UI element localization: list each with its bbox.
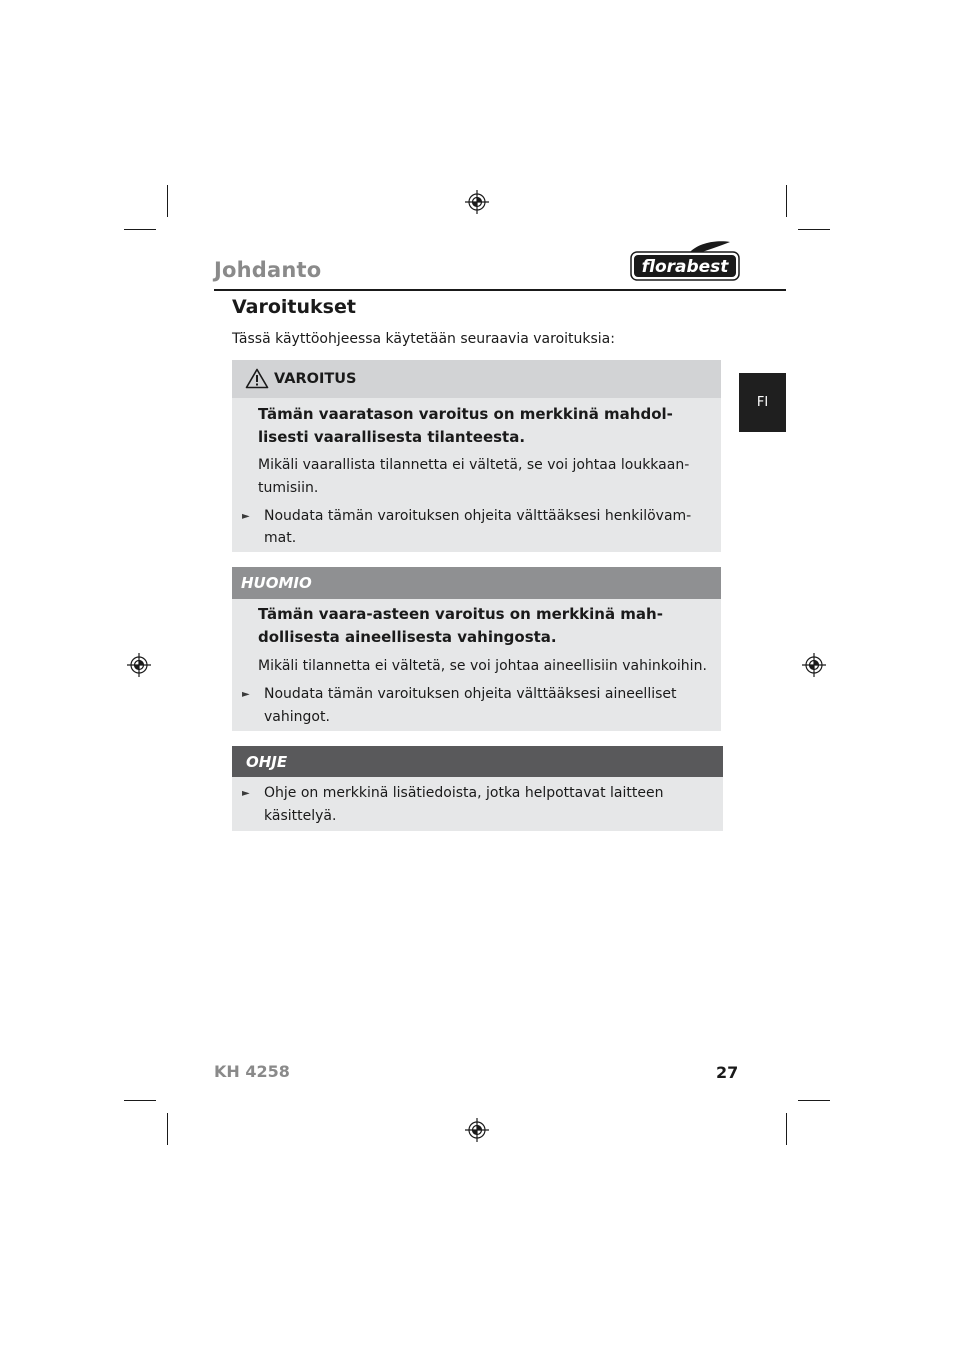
crop-mark bbox=[786, 185, 787, 217]
crop-mark bbox=[124, 1100, 156, 1101]
header-rule bbox=[214, 289, 786, 291]
registration-mark-icon bbox=[127, 653, 151, 677]
warning-label: VAROITUS bbox=[274, 371, 357, 387]
tip-label: OHJE bbox=[246, 752, 288, 771]
registration-mark-icon bbox=[802, 653, 826, 677]
intro-text: Tässä käyttöohjeessa käytetään seuraavia varoituksia: bbox=[232, 331, 615, 347]
footer-page-number: 27 bbox=[716, 1063, 739, 1082]
bullet-arrow-icon: ► bbox=[242, 511, 250, 522]
section-title: Varoitukset bbox=[232, 296, 356, 318]
registration-mark-icon bbox=[465, 1118, 489, 1142]
tip-box bbox=[232, 746, 723, 831]
warning-body-line: Mikäli vaarallista tilannetta ei vältetä, se voi johtaa loukkaan- bbox=[258, 457, 690, 473]
florabest-logo bbox=[630, 240, 740, 282]
notice-lead-line: Tämän vaara-asteen varoitus on merkkinä mah- bbox=[258, 605, 663, 623]
tip-bullet-text: käsittelyä. bbox=[264, 808, 337, 824]
warning-bullet-text: Noudata tämän varoituksen ohjeita välttääksesi henkilövam- bbox=[264, 508, 692, 524]
warning-bullet-text: mat. bbox=[264, 530, 297, 546]
warning-body-line: tumisiin. bbox=[258, 480, 319, 496]
notice-bullet-text: vahingot. bbox=[264, 709, 330, 725]
crop-mark bbox=[798, 229, 830, 230]
notice-bullet-text: Noudata tämän varoituksen ohjeita välttääksesi aineelliset bbox=[264, 686, 677, 702]
tip-box-header bbox=[232, 746, 723, 777]
warning-lead-line: Tämän vaaratason varoitus on merkkinä mahdol- bbox=[258, 405, 673, 423]
registration-mark-icon bbox=[465, 190, 489, 214]
footer-model-number: KH 4258 bbox=[214, 1062, 290, 1081]
notice-lead-line: dollisesta aineellisesta vahingosta. bbox=[258, 628, 557, 646]
page-header-title: Johdanto bbox=[214, 258, 322, 282]
warning-lead-line: lisesti vaarallisesta tilanteesta. bbox=[258, 428, 526, 446]
warning-box bbox=[232, 360, 721, 552]
crop-mark bbox=[786, 1113, 787, 1145]
crop-mark bbox=[167, 185, 168, 217]
notice-box-header bbox=[232, 567, 721, 599]
language-tab: FI bbox=[739, 373, 786, 432]
bullet-arrow-icon: ► bbox=[242, 689, 250, 700]
warning-triangle-icon bbox=[245, 368, 269, 389]
warning-box-header bbox=[232, 360, 721, 398]
svg-text:florabest: florabest bbox=[641, 257, 729, 277]
bullet-arrow-icon: ► bbox=[242, 788, 250, 799]
notice-box bbox=[232, 567, 721, 731]
crop-mark bbox=[798, 1100, 830, 1101]
tip-bullet-text: Ohje on merkkinä lisätiedoista, jotka helpottavat laitteen bbox=[264, 785, 664, 801]
notice-body-line: Mikäli tilannetta ei vältetä, se voi johtaa aineellisiin vahinkoihin. bbox=[258, 658, 707, 674]
crop-mark bbox=[124, 229, 156, 230]
notice-label: HUOMIO bbox=[241, 574, 312, 592]
crop-mark bbox=[167, 1113, 168, 1145]
